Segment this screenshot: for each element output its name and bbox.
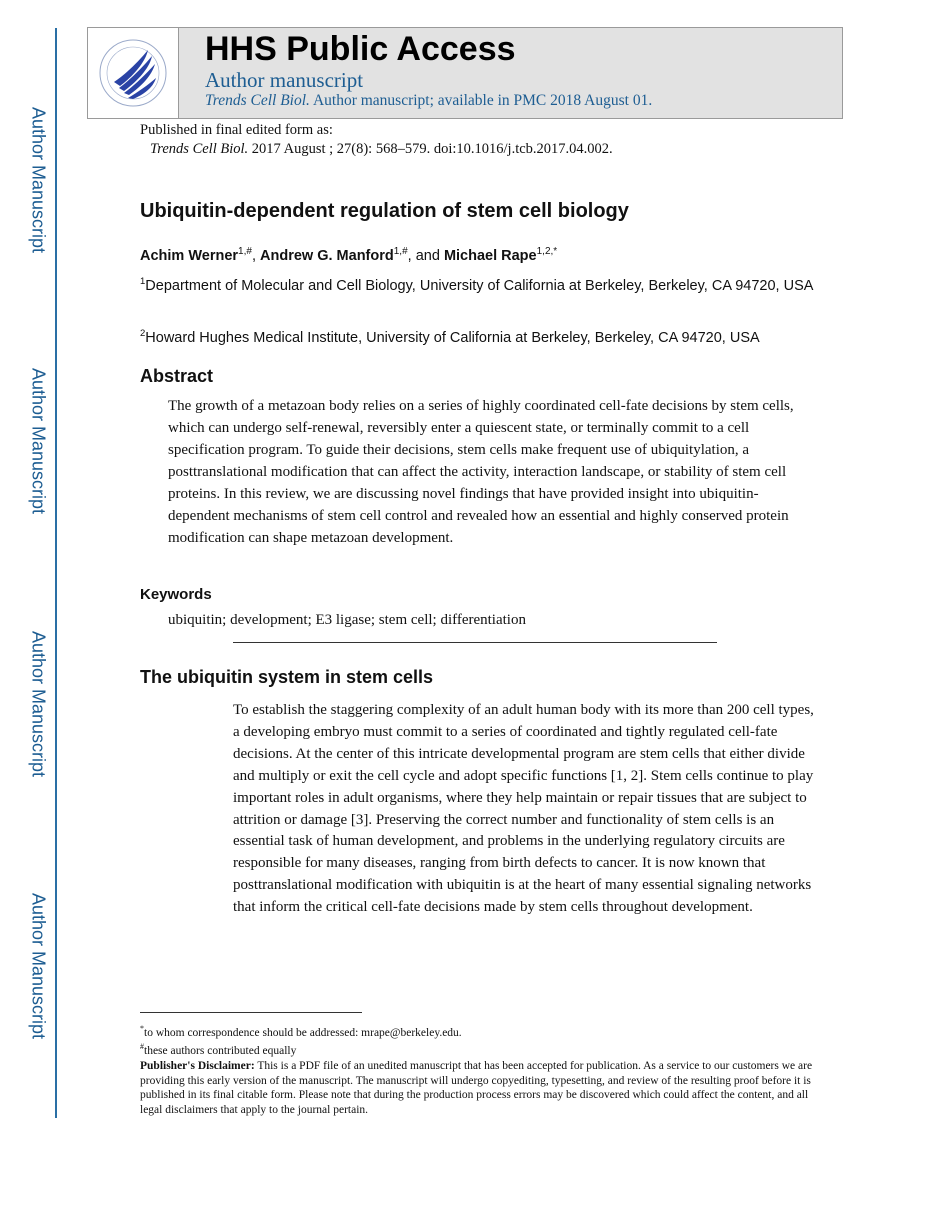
abstract-text: The growth of a metazoan body relies on a series of highly coordinated cell-fate decisions by stem cells, which can undergo self-renewal, reversibly enter a quiescent state, or terminally commit to a cell specification program. To guide their decisions, stem cells make frequent use of ubiquitylation, a posttranslational modification that can affect the activity, interaction landscape, or stability of stem cell proteins. In this review, we are discussing novel findings that have provided insight into ubiquitin-dependent mechanisms of stem cell control and revealed how an essential and highly conserved protein modification can shape metazoan development. xyxy=(168,398,794,546)
header-title: HHS Public Access xyxy=(205,30,516,68)
keywords-heading: Keywords xyxy=(140,586,212,603)
published-details: 2017 August ; 27(8): 568–579. doi:10.1016/j.tcb.2017.04.002. xyxy=(248,141,613,157)
hhs-header xyxy=(87,27,843,119)
section-body: To establish the staggering complexity of an adult human body with its more than 200 cell types, a developing embryo must commit to a series of coordinated and tightly regulated cell-fate decisions. At the center of this intricate developmental program are stem cells that either divide and multiply or exit the cell cycle and adopt specific functions [1, 2]. Stem cells continue to play important roles in adult organisms, where they help maintain or repair tissues that are subject to attrition or damage [3]. Preserving the correct number and functionality of stem cells is an essential task of human development, and problems in the underlying regulatory circuits are responsible for many diseases, ranging from birth defects to cancer. It is now known that posttranslational modification with ubiquitin is at the heart of many essential signaling networks that inform the critical cell-fate decisions made by stem cells throughout development. xyxy=(233,702,814,916)
header-citation xyxy=(205,92,652,110)
hhs-logo xyxy=(88,28,179,118)
footnote-divider xyxy=(140,1012,362,1013)
author-sup: 1,# xyxy=(393,246,408,257)
article-title: Ubiquitin-dependent regulation of stem cell biology xyxy=(140,200,629,222)
header-subtitle: Author manuscript xyxy=(205,68,364,92)
disclaimer-text: This is a PDF file of an unedited manuscript that has been accepted for publication. As a service to our customers we are providing this early version of the manuscript. The manuscript will undergo copyediting, typesetting, and review of the resulting proof before it is published in its final citable form. Please note that during the production process errors may be discovered which could affect the content, and all legal disclaimers that apply to the journal pertain. xyxy=(140,1060,813,1117)
author-list: Achim Werner$^{1,\#}$, Andrew G. Manford$^{1,\#}$, and Michael Rape$^{1,2,*}$ xyxy=(140,246,558,264)
header-availability: Author manuscript; available in PMC 2018 August 01. xyxy=(309,92,653,109)
affiliation-1: $^1$Department of Molecular and Cell Biology, University of California at Berkeley, Berkeley, CA 94720, USA xyxy=(140,276,814,294)
author-sup: 1,2,* xyxy=(536,246,558,257)
footnote-correspondence: *to whom correspondence should be addressed: mrape@berkeley.edu. xyxy=(140,1024,462,1039)
abstract-heading: Abstract xyxy=(140,366,214,386)
section-heading: The ubiquitin system in stem cells xyxy=(140,667,434,687)
hhs-eagle-seal-icon xyxy=(88,28,178,118)
footnotes xyxy=(140,1022,820,1058)
published-citation xyxy=(150,141,613,158)
author-sup: 1,# xyxy=(238,246,252,257)
sidebar-divider xyxy=(55,28,57,1118)
published-journal: Trends Cell Biol. xyxy=(150,141,249,157)
keywords-text: ubiquitin; development; E3 ligase; stem cell; differentiation xyxy=(168,612,526,628)
publisher-disclaimer xyxy=(140,1059,820,1118)
published-label: Published in final edited form as: xyxy=(140,122,333,138)
author-name: Andrew G. Manford xyxy=(260,247,394,264)
keywords-divider xyxy=(233,642,717,643)
footnote-equal-contribution: #these authors contributed equally xyxy=(140,1041,297,1057)
author-name: Achim Werner xyxy=(140,247,239,264)
affiliation-2: $^2$Howard Hughes Medical Institute, University of California at Berkeley, Berkeley, CA 94720, USA xyxy=(140,328,760,346)
disclaimer-label: Publisher's Disclaimer: xyxy=(140,1060,255,1072)
author-name: Michael Rape xyxy=(443,247,537,264)
header-journal: Trends Cell Biol. xyxy=(205,92,310,109)
